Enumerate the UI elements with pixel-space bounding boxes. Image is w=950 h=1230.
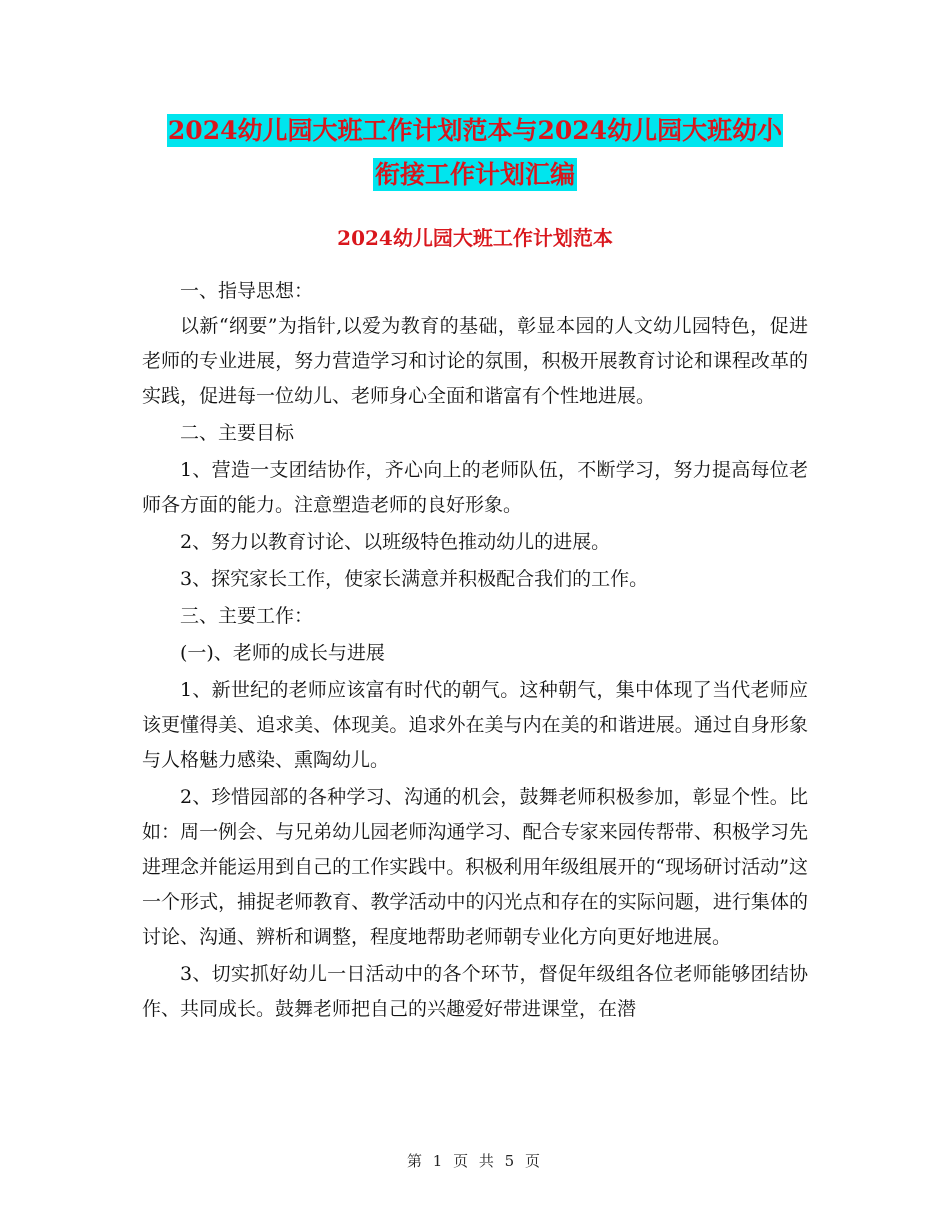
document-title-line-2: [0, 152, 950, 198]
title-highlight: 2024幼儿园大班工作计划范本与2024幼儿园大班幼小: [167, 116, 783, 145]
heading-guiding-thought: 一、指导思想：: [180, 280, 314, 302]
paragraph: 2、珍惜园部的各种学习、沟通的机会，鼓舞老师积极参加，彰显个性。比如：周一例会、与兄弟幼儿园老师沟通学习、配合专家来园传帮带、积极学习先进理念并能运用到自己的工作实践中。积极利用年级组展开的“现场研讨活动”这一个形式，捕捉老师教育、教学活动中的闪光点和存在的实际问题，进行集体的讨论、沟通、辨析和调整，程度地帮助老师朝专业化方向更好地进展。: [142, 786, 808, 948]
heading-main-work: 三、主要工作：: [180, 605, 314, 627]
paragraph: 2、努力以教育讨论、以班级特色推动幼儿的进展。: [180, 531, 611, 553]
body-text: [142, 274, 808, 1027]
document-title-line-1: [0, 108, 950, 154]
title-highlight: 衔接工作计划汇编: [374, 160, 575, 189]
paragraph: 以新“纲要”为指针,以爱为教育的基础，彰显本园的人文幼儿园特色，促进老师的专业进展，努力营造学习和讨论的氛围，积极开展教育讨论和课程改革的实践，促进每一位幼儿、老师身心全面和谐富有个性地进展。: [142, 315, 808, 407]
section-title: 2024幼儿园大班工作计划范本: [337, 226, 613, 250]
paragraph: 3、探究家长工作，使家长满意并积极配合我们的工作。: [180, 568, 649, 590]
paragraph: 1、营造一支团结协作，齐心向上的老师队伍，不断学习，努力提高每位老师各方面的能力。注意塑造老师的良好形象。: [142, 459, 808, 516]
paragraph: 3、切实抓好幼儿一日活动中的各个环节，督促年级组各位老师能够团结协作、共同成长。鼓舞老师把自己的兴趣爱好带进课堂，在潜: [142, 963, 808, 1020]
heading-main-goals: 二、主要目标: [180, 422, 295, 444]
paragraph: 1、新世纪的老师应该富有时代的朝气。这种朝气，集中体现了当代老师应该更懂得美、追求美、体现美。追求外在美与内在美的和谐进展。通过自身形象与人格魅力感染、熏陶幼儿。: [142, 679, 808, 771]
subheading-teacher-growth: (一)、老师的成长与进展: [180, 642, 385, 664]
page-footer: 第 1 页 共 5 页: [407, 1152, 543, 1170]
